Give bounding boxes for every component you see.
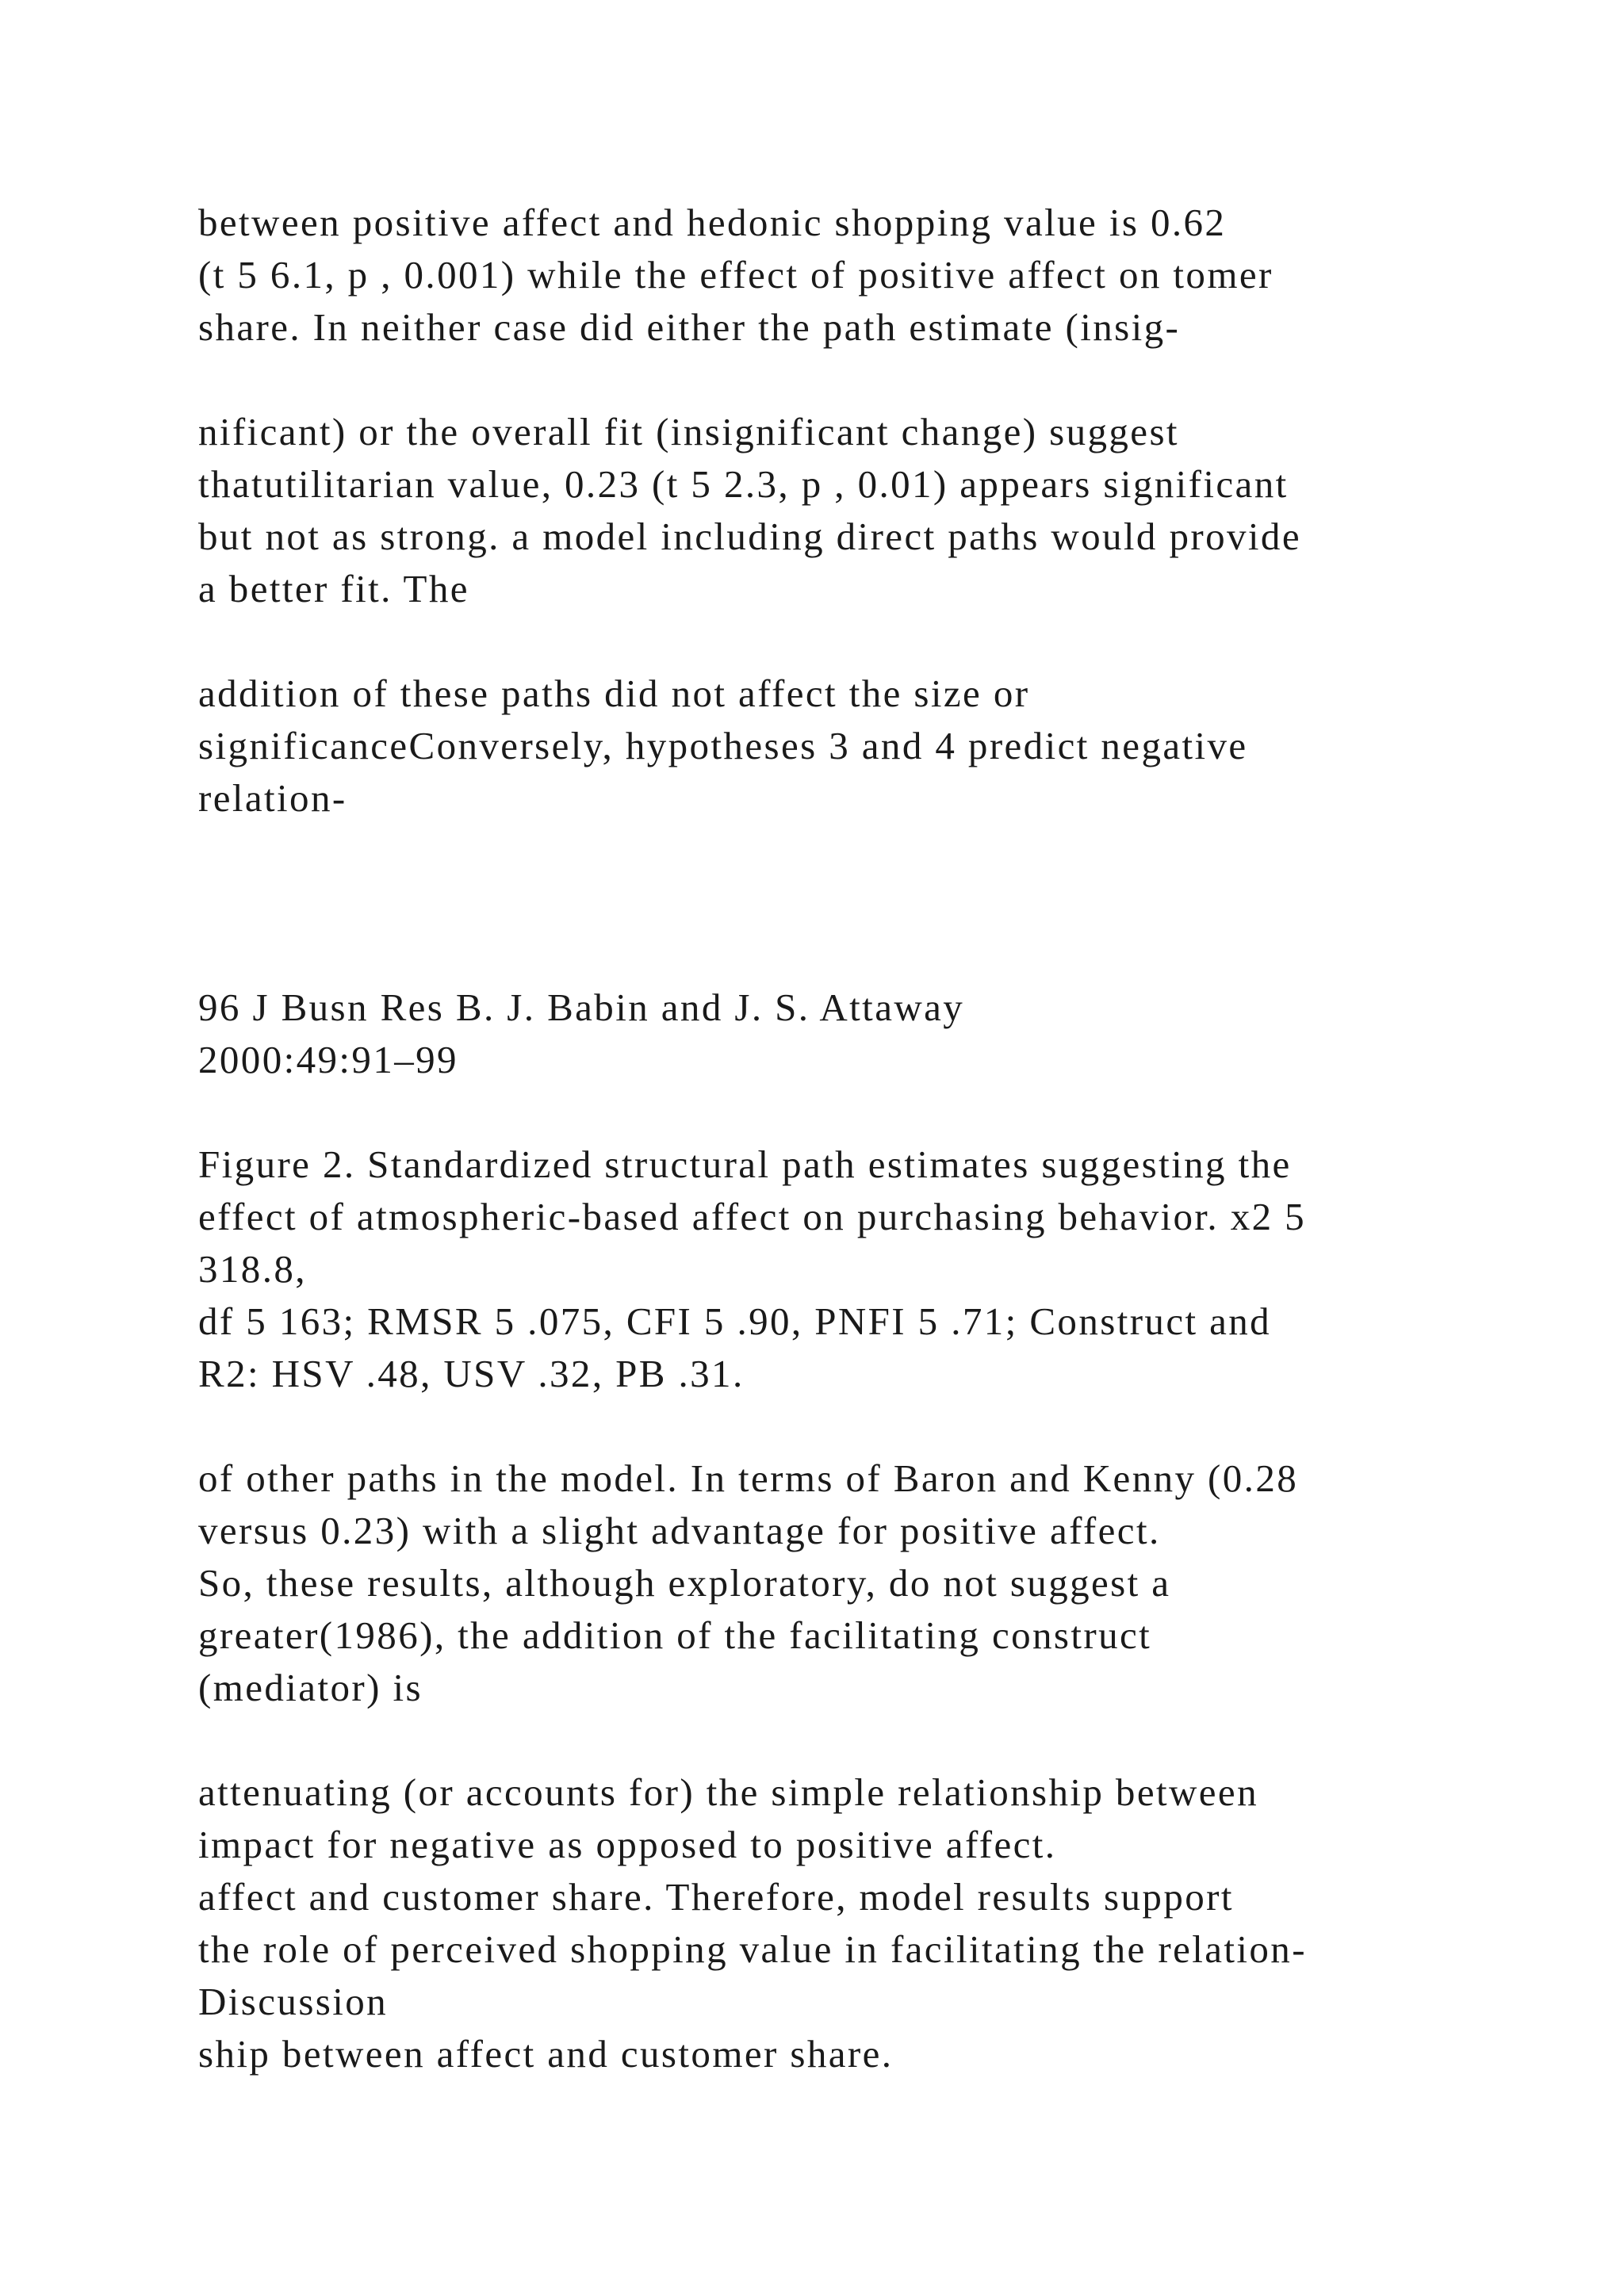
text-line: So, these results, although exploratory, do not suggest a	[198, 1561, 1171, 1605]
text-line: greater(1986), the addition of the facilitating construct	[198, 1613, 1152, 1657]
text-line: relation-	[198, 776, 347, 820]
figure-caption: R2: HSV .48, USV .32, PB .31.	[198, 1352, 745, 1395]
text-line: of other paths in the model. In terms of Baron and Kenny (0.28	[198, 1456, 1299, 1500]
running-header: 96 J Busn Res B. J. Babin and J. S. Attaway	[198, 985, 965, 1029]
figure-caption: df 5 163; RMSR 5 .075, CFI 5 .90, PNFI 5 .71; Construct and	[198, 1299, 1272, 1343]
text-line: attenuating (or accounts for) the simple relationship between	[198, 1770, 1258, 1814]
text-line: between positive affect and hedonic shopping value is 0.62	[198, 201, 1227, 244]
figure-caption: effect of atmospheric-based affect on purchasing behavior. x2 5	[198, 1195, 1307, 1238]
text-line: affect and customer share. Therefore, model results support	[198, 1875, 1234, 1919]
text-line: (mediator) is	[198, 1666, 423, 1709]
figure-caption: Figure 2. Standardized structural path estimates suggesting the	[198, 1142, 1292, 1186]
text-line: versus 0.23) with a slight advantage for positive affect.	[198, 1509, 1161, 1552]
text-line: impact for negative as opposed to positive affect.	[198, 1823, 1057, 1866]
text-line: but not as strong. a model including direct paths would provide	[198, 515, 1301, 558]
text-line: addition of these paths did not affect the size or	[198, 672, 1030, 715]
text-line: a better fit. The	[198, 567, 469, 610]
text-line: significanceConversely, hypotheses 3 and 4 predict negative	[198, 724, 1248, 767]
text-line: the role of perceived shopping value in facilitating the relation-	[198, 1927, 1307, 1971]
text-line: ship between affect and customer share.	[198, 2032, 894, 2076]
section-heading: Discussion	[198, 1980, 389, 2023]
text-line: (t 5 6.1, p , 0.001) while the effect of positive affect on tomer	[198, 253, 1274, 297]
running-header: 2000:49:91–99	[198, 1038, 458, 1081]
text-line: share. In neither case did either the path estimate (insig-	[198, 305, 1181, 349]
figure-caption: 318.8,	[198, 1247, 307, 1291]
text-line: thatutilitarian value, 0.23 (t 5 2.3, p , 0.01) appears significant	[198, 462, 1289, 506]
text-line: nificant) or the overall fit (insignificant change) suggest	[198, 410, 1179, 453]
